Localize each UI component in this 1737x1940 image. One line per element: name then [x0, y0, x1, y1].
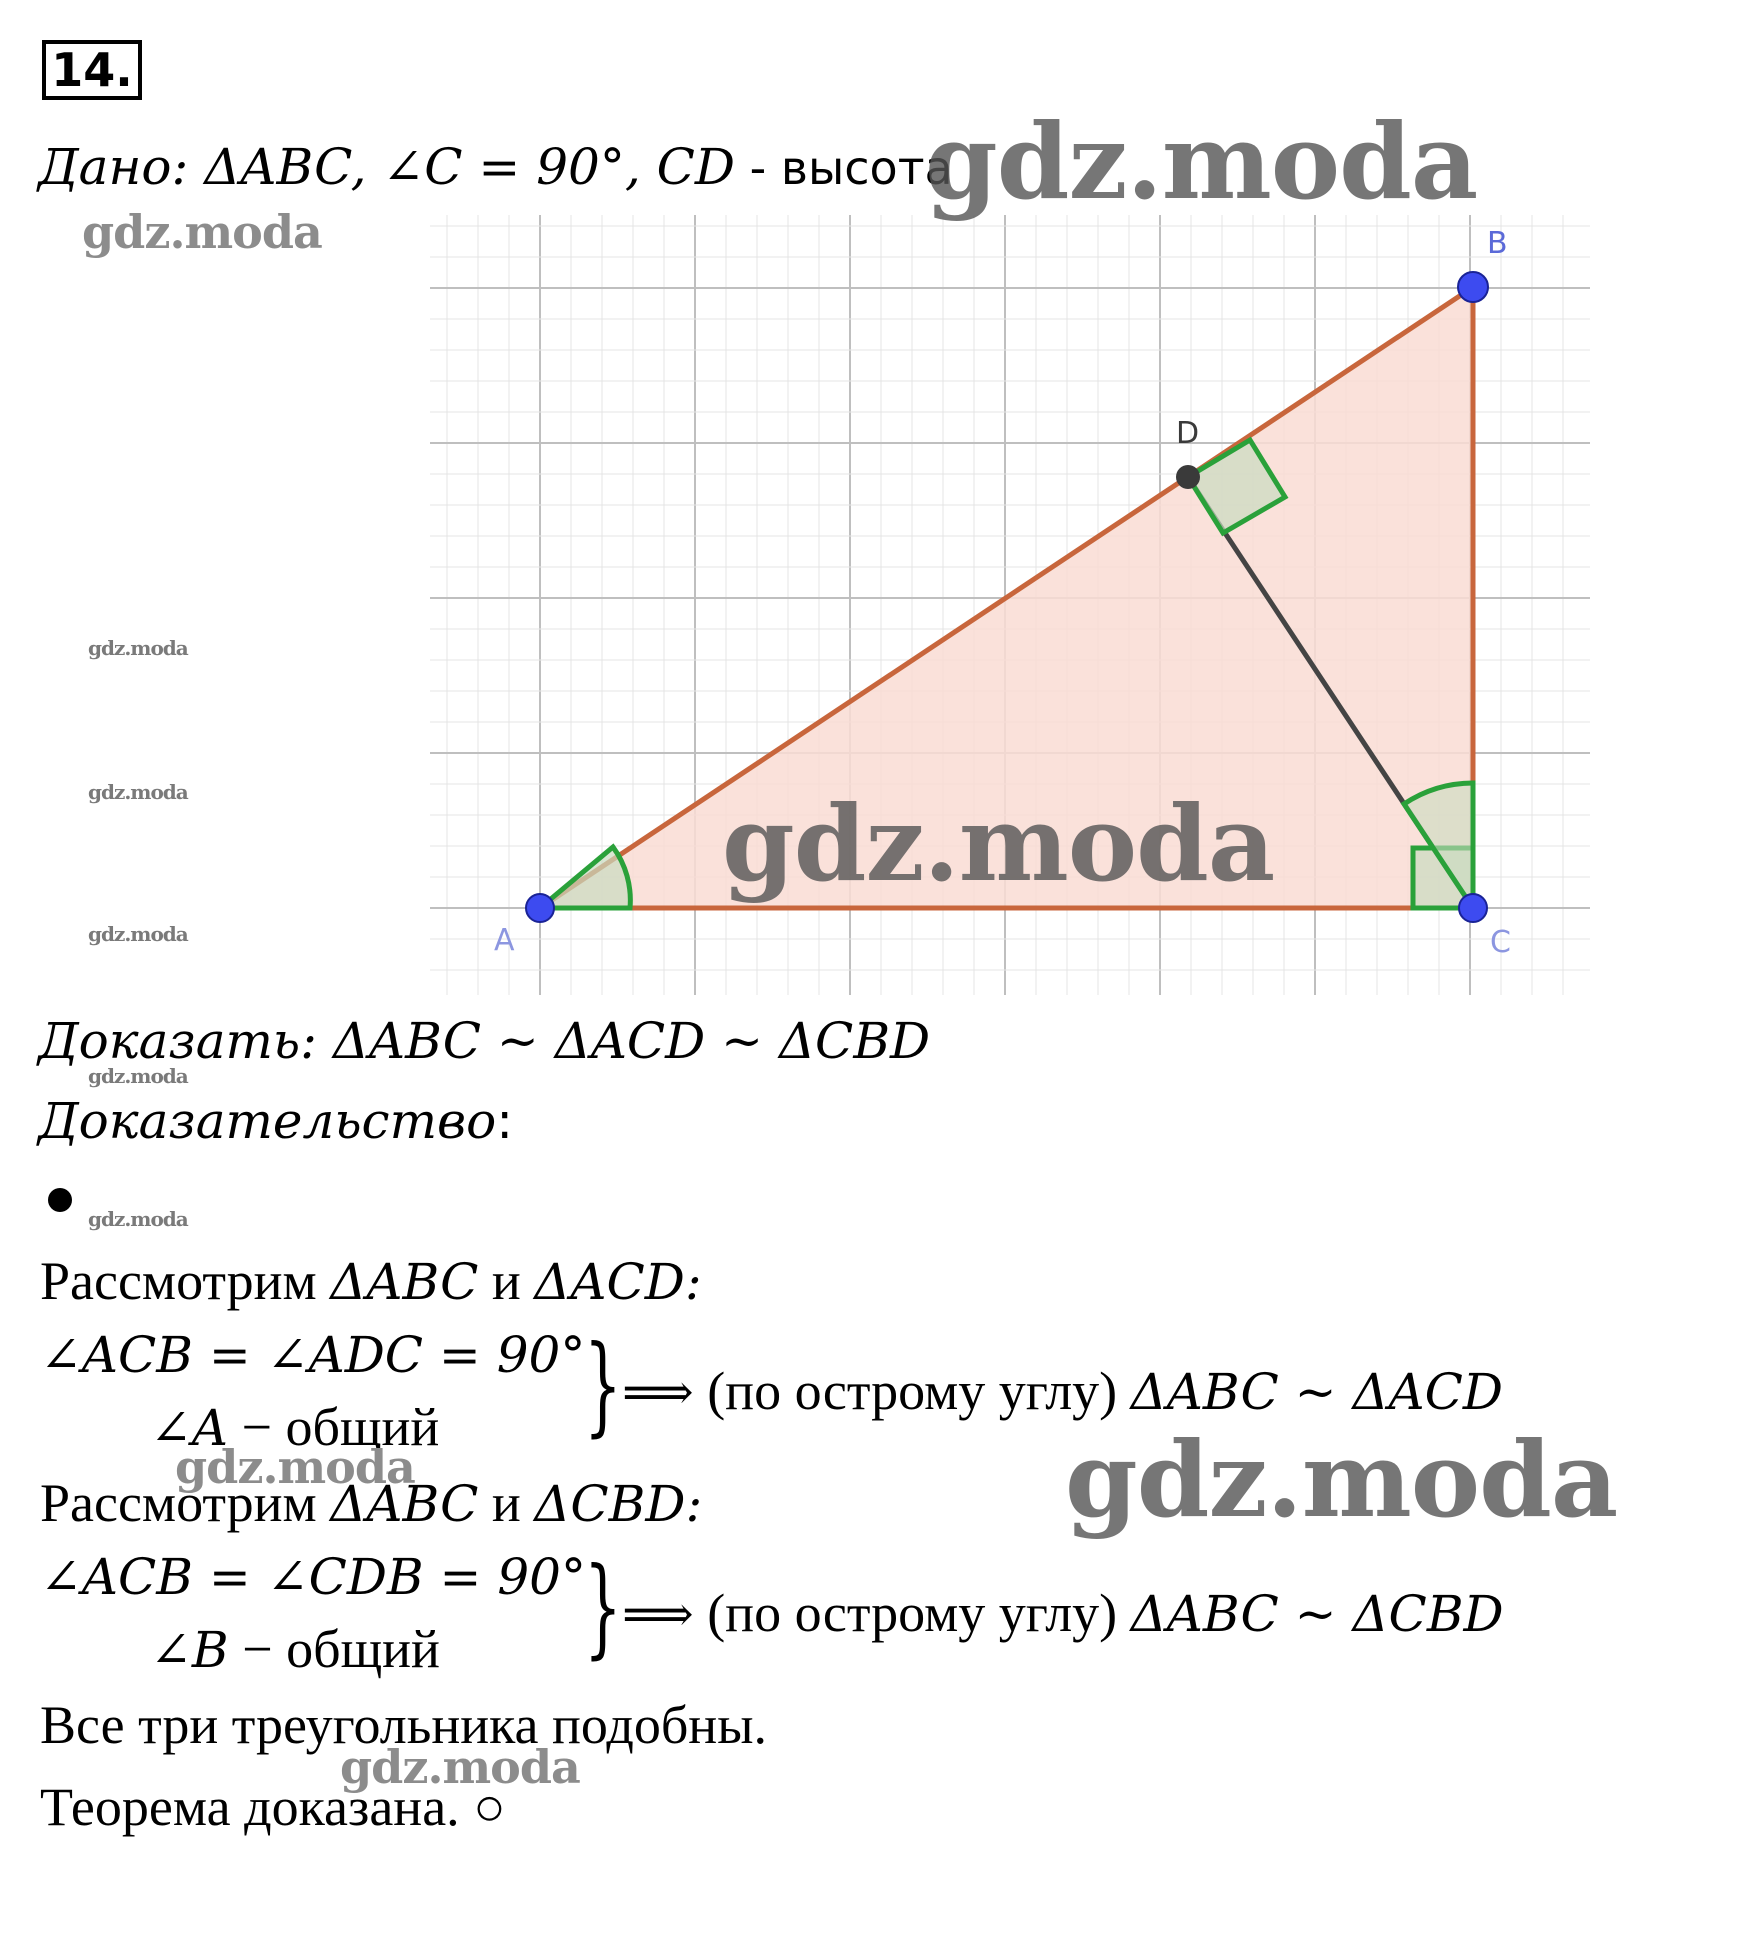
case1-brace: } [584, 1323, 622, 1448]
case2-intro-t1: ΔABC [330, 1475, 479, 1533]
label-d: D [1176, 416, 1200, 451]
case2-reason: (по острому углу) [707, 1583, 1118, 1643]
given-tail: - высота [734, 141, 953, 195]
case1-intro-colon: : [684, 1253, 702, 1311]
case1-reason: (по острому углу) [707, 1361, 1118, 1421]
watermark: gdz.moda [88, 922, 188, 946]
case1-intro-t2: ΔACD [534, 1253, 685, 1311]
case2-line2 [150, 1618, 440, 1680]
case1-intro [40, 1250, 702, 1312]
vertex-d [1176, 465, 1200, 489]
case1-conclusion [622, 1360, 1503, 1422]
case2-intro-word: Рассмотрим [40, 1473, 317, 1533]
case1-result: ΔABC ~ ΔACD [1130, 1363, 1504, 1421]
watermark: gdz.moda [175, 1440, 415, 1494]
vertex-a [526, 894, 554, 922]
proof-label: Доказательство [38, 1092, 497, 1150]
case1-intro-word: Рассмотрим [40, 1251, 317, 1311]
prove-label: Доказать [38, 1012, 301, 1070]
given-statement: : ΔABC, ∠C = 90°, CD [171, 138, 735, 196]
watermark: gdz.moda [925, 100, 1478, 223]
case2-arrow: ⟹ [622, 1585, 694, 1643]
case1-intro-and: и [491, 1251, 521, 1311]
watermark: gdz.moda [340, 1740, 580, 1794]
case1-intro-t1: ΔABC [330, 1253, 479, 1311]
case2-brace: } [584, 1545, 622, 1670]
case2-intro-and: и [491, 1473, 521, 1533]
watermark: gdz.moda [88, 1064, 188, 1088]
problem-number: 14. [42, 40, 142, 100]
case2-line2-text: − общий [228, 1619, 440, 1679]
case2-result: ΔABC ~ ΔCBD [1130, 1585, 1504, 1643]
case1-arrow: ⟹ [622, 1363, 694, 1421]
prove-line [38, 1012, 930, 1070]
case1-line2-math: ∠A [150, 1399, 229, 1457]
label-c: C [1490, 925, 1511, 960]
bullet [48, 1188, 72, 1212]
watermark: gdz.moda [88, 780, 188, 804]
proof-colon: : [496, 1092, 514, 1150]
label-b: B [1487, 226, 1508, 261]
prove-statement: : ΔABC ~ ΔACD ~ ΔCBD [300, 1012, 931, 1070]
case2-line1: ∠ACB = ∠CDB = 90° [40, 1548, 586, 1606]
case1-line2-text: − общий [228, 1397, 440, 1457]
case2-intro-t2: ΔCBD [534, 1475, 686, 1533]
conclusion-proved: Теорема доказана. ○ [40, 1777, 506, 1837]
case1-line1: ∠ACB = ∠ADC = 90° [40, 1326, 586, 1384]
watermark: gdz.moda [88, 1207, 188, 1231]
watermark: gdz.moda [1065, 1418, 1618, 1541]
vertex-c [1459, 894, 1487, 922]
proof-heading [38, 1092, 513, 1150]
conclusion-similar: Все три треугольника подобны. [40, 1695, 767, 1755]
watermark: gdz.moda [722, 782, 1275, 905]
case2-line2-math: ∠B [150, 1621, 229, 1679]
watermark: gdz.moda [82, 205, 322, 259]
case2-intro-colon: : [685, 1475, 703, 1533]
label-a: A [494, 923, 515, 958]
vertex-b [1458, 272, 1488, 302]
given-label: Дано [38, 138, 172, 196]
given-line [38, 138, 953, 196]
case2-conclusion [622, 1582, 1504, 1644]
watermark: gdz.moda [88, 636, 188, 660]
